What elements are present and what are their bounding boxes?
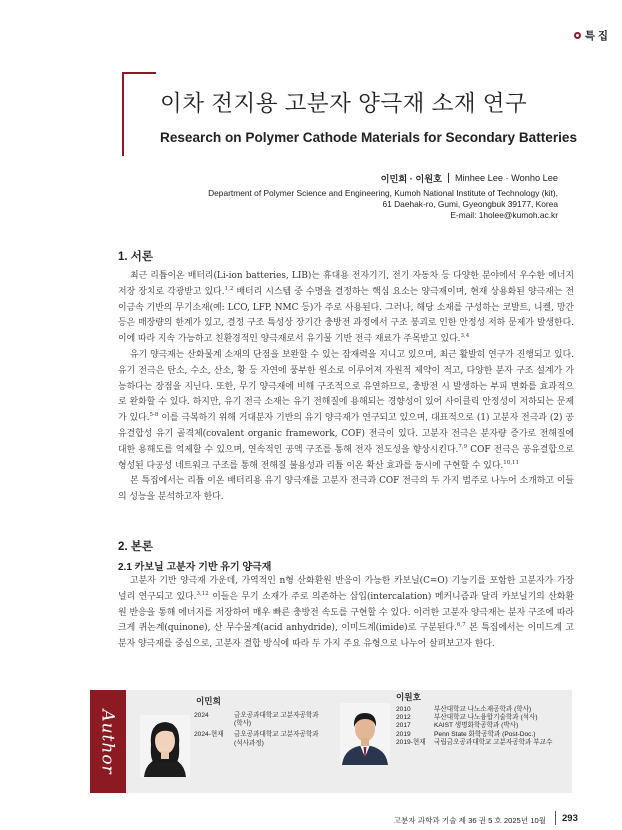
text-span: COF 전극은 공유결합으로 형성된 다공성 네트워크 구조를 통해 전해질 불용성과 리튬 이온 확산 효과를 동시에 구현할 수 있다. xyxy=(118,444,574,471)
text-span: 배터리 시스템 중 수명을 결정하는 핵심 요소는 양극재이며, 현재 상용화된 양극재는 전이금속 기반의 무기소재(예: LCO, LFP, NMC 등)가 주로 사용된다. 그러나, 해당 소재를 구성하는 코발트, 니켈, 망간 등은 매장량의 한계가 있고, 결정 구조 특성상 장기간 충방전 과정에서 구조 붕괴로 인한 안정성 저하 문제가 발생한다. 이에 따라 지속 가능하고 친환경적인 양극재로서 유기물 기반 전극 재료가 주목받고 있다. xyxy=(118,286,574,345)
text-span: 본 특집에서는 이미드계 고분자 양극재를 중심으로, 고분자 결합 방식에 따라 두 가지 주요 유형으로 나누어 살펴보고자 한다. xyxy=(118,623,575,650)
reference: 5-8 xyxy=(149,412,159,419)
paragraph xyxy=(118,574,574,653)
section-1-heading: 1. 서론 xyxy=(118,251,154,263)
title-bracket-horizontal xyxy=(122,72,156,74)
text-span: 이를 극복하기 위해 거대분자 기반의 유기 양극재가 연구되고 있으며, 대표적으로 (1) 고분자 전극과 (2) 공유결합성 유기 골격체(covalent organic framework, COF) 전극이 있다. 고분자 전극은 분자량 증가로 전해질에 대한 용해도를 억제할 수 있으며, 연속적인 공액 구조를 통해 전자 전도성을 향상시킨다. xyxy=(118,413,574,455)
reference: 6,7 xyxy=(456,622,466,629)
title-korean: 이차 전지용 고분자 양극재 소재 연구 xyxy=(160,91,528,116)
affiliation xyxy=(138,188,558,221)
affiliation-line-1: Department of Polymer Science and Engineering, Kumoh National Institute of Technology (kit), xyxy=(208,188,558,198)
reference: 3,12 xyxy=(196,590,209,597)
subsection-2-1-heading: 2.1 카보닐 고분자 기반 유기 양극재 xyxy=(118,562,272,573)
cv-year: 2010 xyxy=(396,706,411,713)
author-label-text: Author xyxy=(98,708,118,775)
author-1-cv xyxy=(194,712,329,748)
journal-footer: 고분자 과학과 기술 제 36 권 5 호 2025년 10월 xyxy=(393,816,546,825)
section-tag xyxy=(574,28,608,43)
cv-text: KAIST 생명화학공학과 (박사) xyxy=(434,722,519,730)
cv-text: 금오공과대학교 고분자공학과 (석사과정) xyxy=(234,731,319,747)
text-span: 최근 리튬이온 배터리(Li-ion batteries, LIB)는 휴대용 전자기기, 전기 자동차 등 다양한 분야에서 우수한 에너지 저장 장치로 각광받고 있다. xyxy=(118,271,574,297)
author-2-cv xyxy=(396,706,566,747)
email-link[interactable]: E-mail: 1holee@kumoh.ac.kr xyxy=(450,210,558,220)
cv-year: 2024 xyxy=(194,712,209,719)
cv-text: Penn State 화학공학과 (Post-Doc.) xyxy=(434,730,536,738)
affiliation-line-2: 61 Daehak-ro, Gumi, Gyeongbuk 39177, Korea xyxy=(382,199,558,209)
cv-year: 2024-현재 xyxy=(194,731,224,739)
authors-english: Minhee Lee · Wonho Lee xyxy=(454,173,558,183)
author-separator xyxy=(448,173,449,183)
reference: 7,9 xyxy=(458,443,468,450)
footer-divider xyxy=(555,811,556,825)
cv-text: 부산대학교 나노융합기술학과 (석사) xyxy=(434,714,538,722)
author-line xyxy=(381,171,558,185)
cv-text: 국립금오공과대학교 고분자공학과 부교수 xyxy=(434,738,553,746)
author-label xyxy=(88,690,128,793)
section-tag-label: 특 집 xyxy=(584,30,608,42)
cv-entry xyxy=(194,712,329,728)
cv-entry xyxy=(194,731,329,747)
reference: 1,2 xyxy=(224,285,234,292)
text-span: 고분자 기반 양극재 가운데, 가역적인 n형 산화환원 반응이 가능한 카보닐(C=O) 기능기를 포함한 고분자가 가장 널리 연구되고 있다. xyxy=(118,576,574,602)
cv-entry xyxy=(396,722,566,730)
author-photo-2 xyxy=(340,703,390,765)
authors-korean: 이민희 · 이원호 xyxy=(380,174,442,184)
reference: 10,11 xyxy=(503,459,519,466)
author-photo-1 xyxy=(140,715,190,777)
cv-year: 2019-현재 xyxy=(396,738,426,746)
reference: 3,4 xyxy=(460,333,470,340)
section-1-body xyxy=(118,269,574,506)
cv-entry xyxy=(396,731,566,739)
cv-year: 2019 xyxy=(396,730,411,738)
cv-year: 2017 xyxy=(396,722,411,730)
title-bracket-vertical xyxy=(122,72,124,156)
cv-entry xyxy=(396,739,566,747)
section-2-body xyxy=(118,574,574,653)
paragraph xyxy=(118,269,574,348)
circle-icon xyxy=(574,32,581,39)
cv-year: 2012 xyxy=(396,714,411,722)
author-1-name: 이민희 xyxy=(196,696,221,706)
section-2-heading: 2. 본론 xyxy=(118,541,154,553)
paragraph: 본 특집에서는 리튬 이온 배터리용 유기 양극재를 고분자 전극과 COF 전극의 두 가지 범주로 나누어 소개하고 이들의 성능을 분석하고자 한다. xyxy=(118,476,574,503)
cv-text: 부산대학교 나노소재공학과 (학사) xyxy=(434,706,532,713)
page-number: 293 xyxy=(562,813,578,824)
title-english: Research on Polymer Cathode Materials for Secondary Batteries xyxy=(160,130,578,145)
author-2-name: 이원호 xyxy=(396,692,421,702)
paragraph xyxy=(118,348,574,474)
cv-text: 금오공과대학교 고분자공학과 (학사) xyxy=(234,712,319,728)
text-span: 이들은 무기 소재가 주로 의존하는 삽입(intercalation) 메커니즘과 달리 카보닐기의 산화환원 반응을 통해 에너지를 저장하여 매우 빠른 충방전 속도를 구현할 수 있다. 이러한 고분자 양극재는 분자 구조에 따라 크게 퀴논계(quinone), 산 무수물계(acid anhydride), 이미드계(imide)로 구분된다. xyxy=(118,591,574,634)
text-span: 유기 양극재는 산화물계 소재의 단점을 보완할 수 있는 잠재력을 지니고 있으며, 최근 활발히 연구가 진행되고 있다. 유기 전극은 탄소, 수소, 산소, 황 등 자연에 풍부한 원소로 이루어져 자원적 제약이 적고, 다양한 분자 구조 설계가 가능하다는 장점을 지닌다. 또한, 무기 양극재에 비해 구조적으로 유연하므로, 충방전 시 발생하는 부피 변화를 효과적으로 완화할 수 있다. 하지만, 유기 전극 소재는 유기 전해질에 용해되는 경향성이 있어 사이클릭 안정성이 저하되는 문제가 있다. xyxy=(118,349,574,424)
cv-entry xyxy=(396,706,566,714)
